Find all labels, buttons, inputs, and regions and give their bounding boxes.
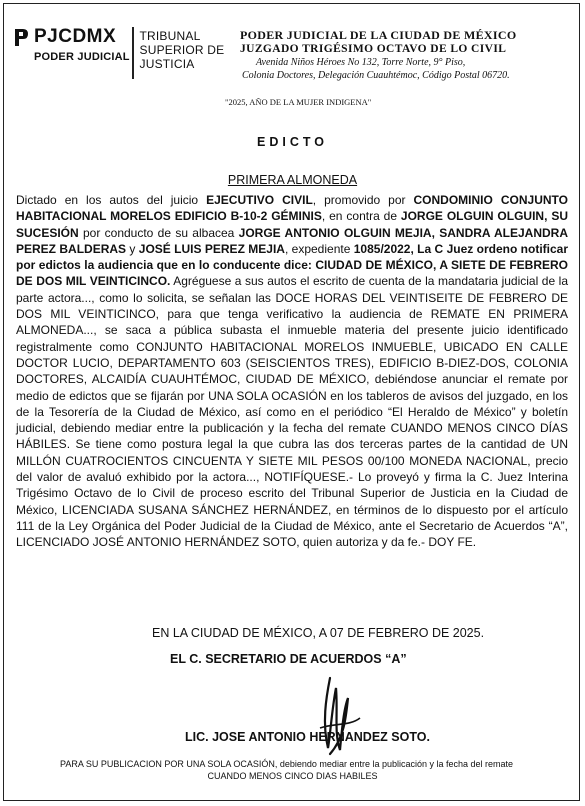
signer-name: LIC. JOSE ANTONIO HERNANDEZ SOTO. bbox=[185, 730, 430, 744]
year-motto: "2025, AÑO DE LA MUJER INDIGENA" bbox=[225, 97, 372, 107]
subtitle-text: PRIMERA ALMONEDA bbox=[227, 173, 358, 187]
text-run: , en contra de bbox=[321, 209, 401, 224]
bold-run: JORGE ANTONIO OLGUIN MEJIA, SANDRA ALEJANDRA PEREZ BALDERAS bbox=[16, 225, 569, 256]
court-address-line: Avenida Niños Héroes No 132, Torre Norte, 9° Piso, bbox=[256, 57, 466, 68]
court-name: PODER JUDICIAL DE LA CIUDAD DE MÉXICO bbox=[240, 28, 517, 42]
logo-right-text bbox=[140, 27, 225, 71]
secretary-line: EL C. SECRETARIO DE ACUERDOS “A” bbox=[170, 652, 407, 666]
bold-run: CONDOMINIO CONJUNTO HABITACIONAL MORELOS EDIFICIO B-10-2 GÉMINIS bbox=[16, 193, 568, 224]
court-header bbox=[240, 28, 570, 82]
bold-run: JORGE OLGUIN OLGUIN, SU SUCESIÓN bbox=[16, 209, 568, 240]
text-run: , promovido por bbox=[312, 193, 414, 207]
logo-subtext: PODER JUDICIAL bbox=[34, 51, 130, 63]
logo-right-line: SUPERIOR DE bbox=[139, 43, 225, 57]
court-address-line-2: Colonia Doctores, Delegación Cuauhtémoc, Código Postal 06720. bbox=[242, 70, 510, 81]
bold-run: JOSÉ LUIS PEREZ MEJIA bbox=[138, 241, 285, 256]
text-run: , expediente bbox=[284, 241, 354, 256]
edict-paragraph bbox=[16, 192, 568, 551]
footer-note-line1: PARA SU PUBLICACION POR UNA SOLA OCASIÓN, debiendo mediar entre la publicación y la fecha del remate bbox=[60, 759, 514, 769]
edict-body bbox=[16, 192, 568, 551]
document-title: EDICTO bbox=[257, 135, 328, 149]
logo-text: PJCDMX bbox=[34, 26, 117, 47]
document-subtitle bbox=[0, 173, 585, 187]
court-division: JUZGADO TRIGÉSIMO OCTAVO DE LO CIVIL bbox=[240, 43, 507, 55]
text-run: Agréguese a sus autos el escrito de cuenta de la mandataria judicial de la parte actora..., como lo solicita, se señalan las DOCE HORAS DEL VEINTISEITE DE FEBRERO DE DOS MIL VEINTICINCO, para que tenga verificativo la audiencia de REMATE EN PRIMERA ALMONEDA..., se saca a pública subasta el inmueble materia del presente juicio identificado registralmente como CONJUNTO HABITACIONAL MORELOS INMUEBLE, UBICADO EN CALLE DOCTOR LUCIO, DEPARTAMENTO 603 (SEISCIENTOS TRES), EDIFICIO B-DIEZ-DOS, COLONIA DOCTORES, ALCAIDÍA CUAUHTÉMOC, CIUDAD DE MÉXICO, debiéndose anunciar el remate por medio de edictos que se fijarán por UNA SOLA OCASIÓN en los tableros de avisos del juzgado, en los de la Tesorería de la Ciudad de México, así como en el periódico “El Heraldo de México” y boletín judicial, debiendo mediar entre la publicación y la fecha del remate CUANDO MENOS CINCO DÍAS HÁBILES. Se tiene como postura legal la que cubra las dos terceras partes de la cantidad de UN MILLÓN CUATROCIENTOS CINCUENTA Y SIETE MIL PESOS 00/100 MONEDA NACIONAL, precio del valor de avaluó exhibido por la actora..., NOTIFÍQUESE.- Lo proveyó y firma la C. Juez Interina Trigésimo Octavo de lo Civil de proceso escrito del Tribunal Superior de Justicia en la Ciudad de México, LICENCIADA SUSANA SÁNCHEZ HERNÁNDEZ, en términos de lo dispuesto por el artículo 111 de la Ley Orgánica del Poder Judicial de la Ciudad de México, ante el Secretario de Acuerdos “A”, LICENCIADO JOSÉ ANTONIO HERNÁNDEZ SOTO, quien autoriza y da fe.- DOY FE. bbox=[16, 274, 568, 550]
footer-note-line2: CUANDO MENOS CINCO DIAS HABILES bbox=[207, 771, 378, 781]
date-line: EN LA CIUDAD DE MÉXICO, A 07 DE FEBRERO DE 2025. bbox=[152, 626, 485, 640]
handwritten-signature bbox=[300, 668, 370, 758]
bold-run: 1085/2022, La C Juez ordeno notificar por edictos la audiencia que en lo conducente dice: CIUDAD DE MÉXICO, A SIETE DE FEBRERO DE DOS MIL VEINTICINCO. bbox=[16, 241, 569, 289]
logo-glyph-icon bbox=[12, 27, 32, 47]
text-run: y bbox=[126, 241, 139, 256]
text-run: Dictado en los autos del juicio bbox=[16, 193, 207, 207]
logo-right-line: JUSTICIA bbox=[139, 57, 195, 71]
text-run: por conducto de su albacea bbox=[78, 225, 239, 240]
logo-right-line: TRIBUNAL bbox=[139, 29, 201, 43]
institution-logo bbox=[12, 27, 224, 79]
bold-run: EJECUTIVO CIVIL bbox=[206, 193, 313, 207]
logo-divider bbox=[132, 27, 134, 79]
